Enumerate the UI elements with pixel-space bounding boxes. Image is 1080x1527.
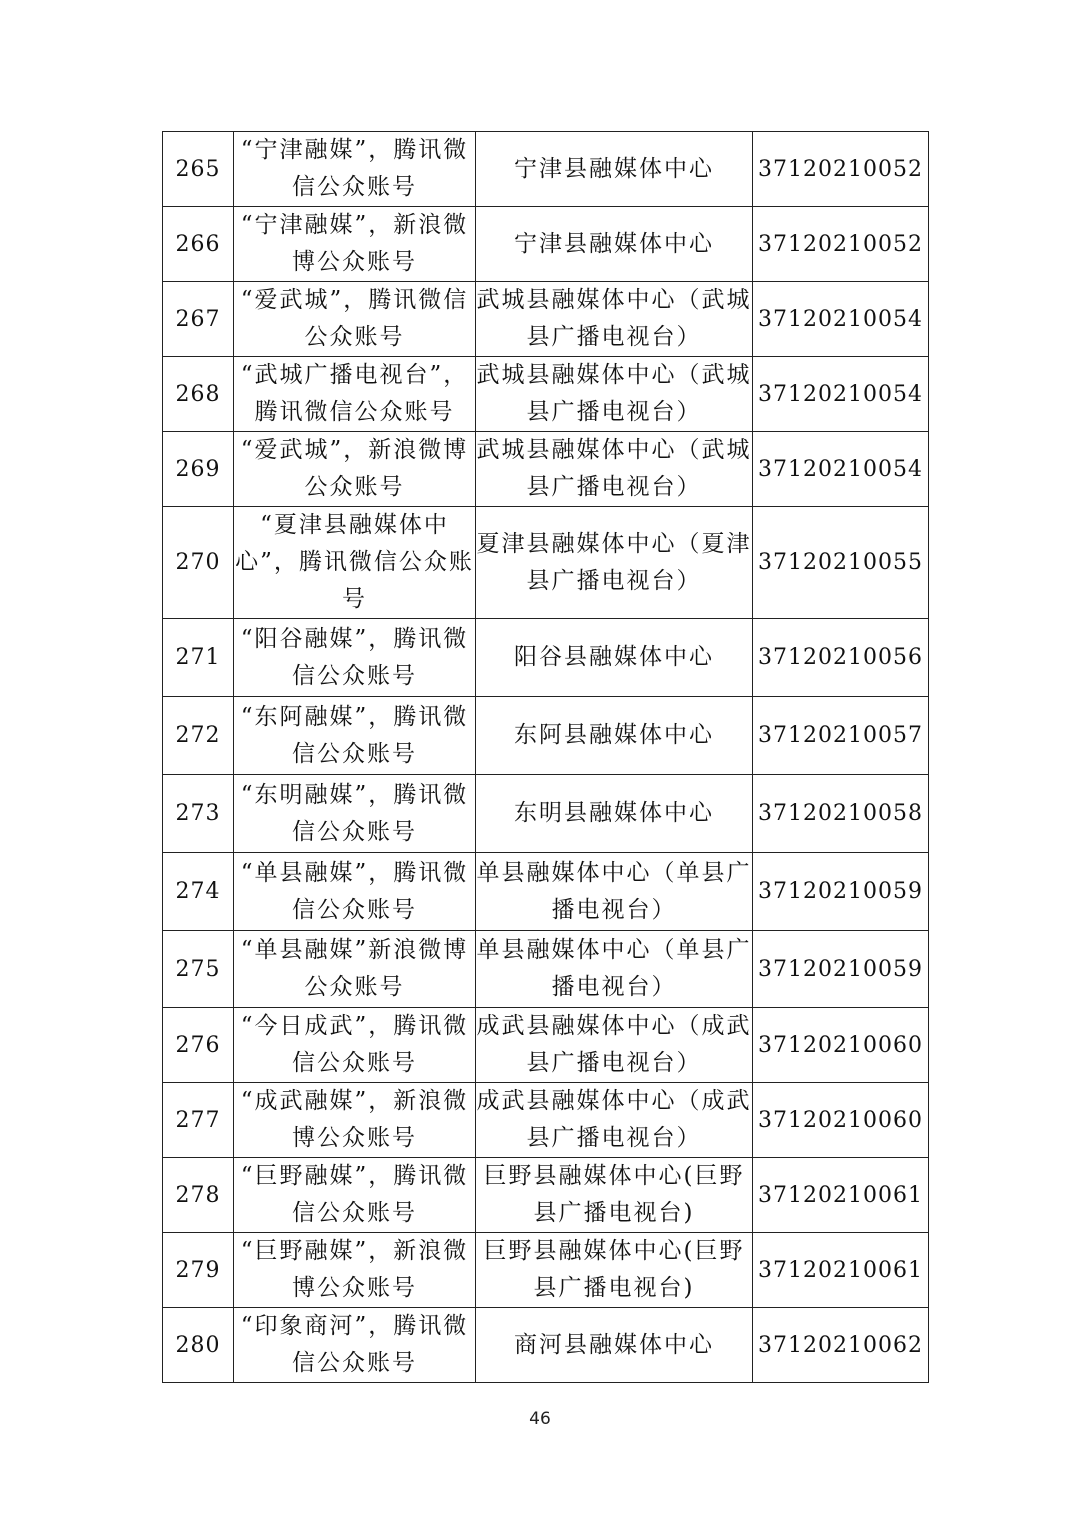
account-name: “夏津县融媒体中心”，腾讯微信公众账号 [234,507,476,619]
registration-code: 37120210058 [753,775,929,853]
table-row [163,1233,929,1308]
account-name: “东明融媒”，腾讯微信公众账号 [234,775,476,853]
table-row [163,853,929,931]
organization: 单县融媒体中心（单县广播电视台） [476,853,753,931]
account-name: “印象商河”，腾讯微信公众账号 [234,1308,476,1383]
account-name: “单县融媒”新浪微博公众账号 [234,931,476,1008]
registration-code: 37120210055 [753,507,929,619]
account-name: “爱武城”，腾讯微信公众账号 [234,282,476,357]
table-row [163,619,929,697]
registration-code: 37120210052 [753,207,929,282]
registration-code: 37120210054 [753,357,929,432]
organization: 巨野县融媒体中心(巨野县广播电视台) [476,1233,753,1308]
registration-code: 37120210061 [753,1158,929,1233]
registration-code: 37120210062 [753,1308,929,1383]
table-row [163,1008,929,1083]
row-number: 270 [163,507,234,619]
account-name: “东阿融媒”，腾讯微信公众账号 [234,697,476,775]
table-row [163,775,929,853]
row-number: 271 [163,619,234,697]
row-number: 272 [163,697,234,775]
registration-code: 37120210059 [753,931,929,1008]
row-number: 268 [163,357,234,432]
row-number: 279 [163,1233,234,1308]
row-number: 277 [163,1083,234,1158]
row-number: 275 [163,931,234,1008]
table-row [163,357,929,432]
registration-code: 37120210054 [753,432,929,507]
table-row [163,1083,929,1158]
table-row [163,432,929,507]
table-row [163,507,929,619]
table-row [163,132,929,207]
organization: 宁津县融媒体中心 [476,132,753,207]
organization: 宁津县融媒体中心 [476,207,753,282]
row-number: 273 [163,775,234,853]
account-name: “巨野融媒”，新浪微博公众账号 [234,1233,476,1308]
registration-code: 37120210056 [753,619,929,697]
table-row [163,1158,929,1233]
registration-code: 37120210060 [753,1008,929,1083]
account-name: “今日成武”，腾讯微信公众账号 [234,1008,476,1083]
row-number: 276 [163,1008,234,1083]
organization: 成武县融媒体中心（成武县广播电视台） [476,1008,753,1083]
organization: 巨野县融媒体中心(巨野县广播电视台) [476,1158,753,1233]
account-name: “单县融媒”，腾讯微信公众账号 [234,853,476,931]
table-row [163,931,929,1008]
table-row [163,282,929,357]
table-row [163,207,929,282]
organization: 单县融媒体中心（单县广播电视台） [476,931,753,1008]
organization: 东明县融媒体中心 [476,775,753,853]
row-number: 274 [163,853,234,931]
row-number: 280 [163,1308,234,1383]
registration-code: 37120210057 [753,697,929,775]
table-row [163,1308,929,1383]
organization: 武城县融媒体中心（武城县广播电视台） [476,357,753,432]
account-name: “爱武城”，新浪微博公众账号 [234,432,476,507]
registration-code: 37120210052 [753,132,929,207]
organization: 成武县融媒体中心（成武县广播电视台） [476,1083,753,1158]
page-number: 46 [529,1409,551,1429]
account-name: “成武融媒”，新浪微博公众账号 [234,1083,476,1158]
account-name: “宁津融媒”，腾讯微信公众账号 [234,132,476,207]
organization: 武城县融媒体中心（武城县广播电视台） [476,282,753,357]
account-name: “宁津融媒”，新浪微博公众账号 [234,207,476,282]
row-number: 278 [163,1158,234,1233]
registration-code: 37120210054 [753,282,929,357]
account-name: “巨野融媒”，腾讯微信公众账号 [234,1158,476,1233]
account-name: “武城广播电视台”，腾讯微信公众账号 [234,357,476,432]
records-table [162,131,929,1383]
registration-code: 37120210061 [753,1233,929,1308]
row-number: 267 [163,282,234,357]
row-number: 269 [163,432,234,507]
account-name: “阳谷融媒”，腾讯微信公众账号 [234,619,476,697]
registration-code: 37120210060 [753,1083,929,1158]
row-number: 265 [163,132,234,207]
organization: 武城县融媒体中心（武城县广播电视台） [476,432,753,507]
table-row [163,697,929,775]
organization: 夏津县融媒体中心（夏津县广播电视台） [476,507,753,619]
row-number: 266 [163,207,234,282]
registration-code: 37120210059 [753,853,929,931]
organization: 东阿县融媒体中心 [476,697,753,775]
organization: 商河县融媒体中心 [476,1308,753,1383]
organization: 阳谷县融媒体中心 [476,619,753,697]
